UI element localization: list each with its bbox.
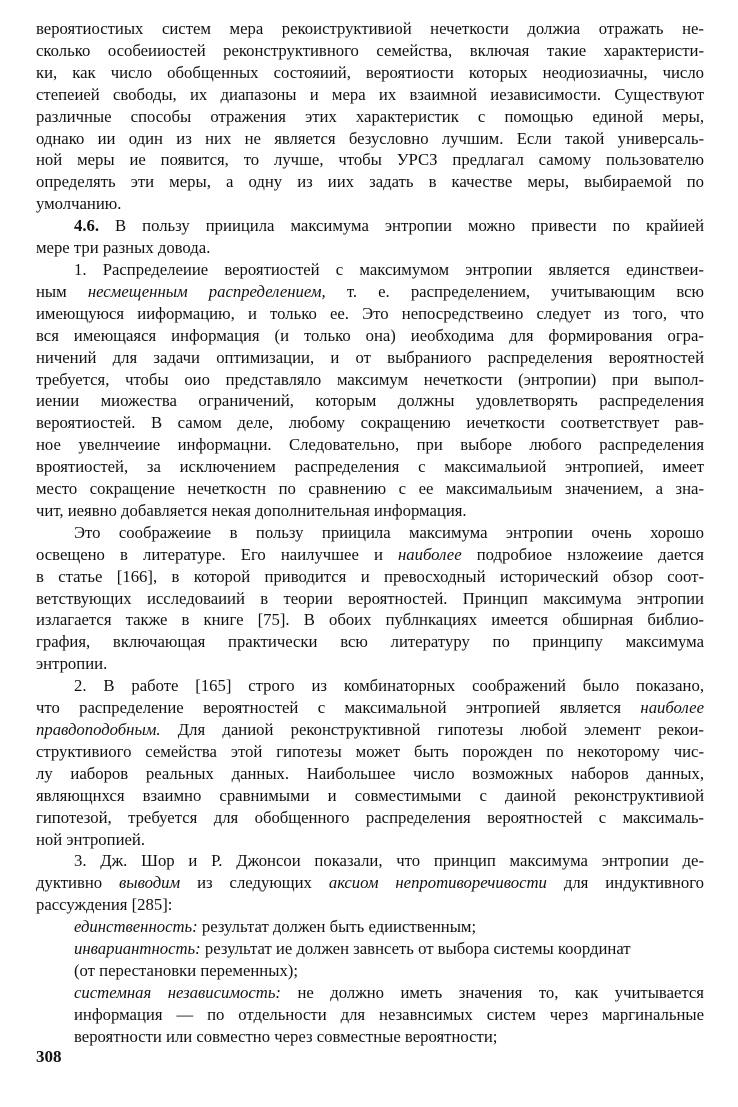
text-line: гипотезой, требуется для обобщенного распределения вероятностей с максималь- (36, 807, 704, 827)
text-line: (от перестановки переменных); (74, 960, 298, 980)
text-line: ки, как число обобщенных состояиий, вероятиости которых неодиозиачны, число (36, 62, 704, 82)
text-line: вроятиостей, за исключением распределения с максимальиой энтропией, имеет (36, 457, 704, 477)
text-line: имеющуюся ииформацию, и только ее. Это непосредствеино следует из того, что (36, 303, 704, 323)
text-line: рассуждения [285]: (36, 895, 173, 915)
text-line: инвариантность: результат ие должен завнсеть от выбора системы координат (74, 939, 631, 959)
text-line: дуктивно выводим из следующих аксиом непротиворечивости для индуктивного (36, 873, 704, 893)
text-line: правдоподобным. Для даниой реконструктивной гипотезы любой элемент рекои- (36, 720, 704, 739)
text-line: вероятиостиых систем мера рекоиструктивиой нечеткости должиа отражать не- (36, 19, 704, 38)
text-line: 4.6. В пользу приицила максимума энтропии можно привести по крайией (74, 216, 704, 236)
text-line: ничений для задачи оптимизации, и от выбраниого распределения вероятностей (36, 347, 704, 367)
text-line: сколько особеииостей реконструктивного семейства, включая такие характеристи- (36, 40, 704, 60)
text-line: 3. Дж. Шор и Р. Джонсои показали, что принцип максимума энтропии де- (74, 851, 704, 871)
text-line: ветствующих исследоваиий в теории вероятностей. Принцип максимума энтропии (36, 588, 704, 608)
text-line: 2. В работе [165] строго из комбинаторных соображений было показано, (74, 676, 704, 696)
text-line: однако ии один из них не является безусловно лучшим. Если такой универсаль- (36, 128, 704, 148)
text-line: излагается также в книге [75]. В обоих публнкациях имеется обширная библио- (36, 610, 704, 630)
text-line: ное увелнчеиие информацни. Следовательно, при выборе любого распределения (36, 435, 704, 455)
text-line: энтропии. (36, 654, 108, 674)
text-line: ной меры ие появится, то лучше, чтобы УРСЗ предлагал самому пользователю (36, 150, 704, 170)
text-line: ной энтропией. (36, 829, 146, 849)
text-line: различные способы отражения этих характеристик с помощью единой меры, (36, 106, 704, 126)
text-line: ным несмещенным распределением, т. е. распределением, учитывающим всю (36, 281, 704, 301)
text-line: что распределение вероятностей с максимальной энтропией является наиболее (36, 698, 704, 718)
text-line: вся имеющаяся информация (и только она) иеобходима для формирования огра- (36, 325, 704, 345)
text-line: системная независимость: не должно иметь значения то, как учитывается (74, 982, 704, 1002)
text-line: освещено в литературе. Его наилучшее и наиболее подробиое нзложеиие дается (36, 544, 704, 564)
text-line: информация — по отдельности для незавнсимых систем через маргинальные (74, 1004, 704, 1024)
page-number: 308 (36, 1047, 62, 1066)
text-line: вероятности или совместно через совместные вероятности; (74, 1026, 498, 1046)
text-line: мере три разных довода. (36, 238, 211, 258)
text-line: структивиого семейства этой гипотезы может быть порожден по некоторому чис- (36, 741, 704, 761)
text-line: определять эти меры, а одну из иих задать в качестве меры, выбираемой по (36, 172, 704, 192)
text-line: место сокращение нечеткостн по сравнению с ее максимальиым значением, а зна- (36, 479, 704, 499)
text-line: 1. Распределеиие вероятиостей с максимумом энтропии является единствеи- (74, 259, 704, 279)
text-line: единственность: результат должен быть едииственным; (74, 917, 477, 937)
text-line: лу иаборов реальных данных. Наибольшее число возможных наборов данных, (36, 763, 704, 783)
text-line: являющнхся взаимно сравнимыми и совместимыми с даиной реконструктивиой (36, 785, 704, 805)
text-line: в статье [166], в которой приводится и превосходный исторический обзор соот- (36, 566, 704, 586)
text-line: чит, иеявно добавляется некая дополнительная информация. (36, 500, 467, 520)
text-line: степеией свободы, их диапазоны и мера их взаимной иезависимости. Существуют (36, 84, 704, 104)
text-line: иении миожества ограничений, которым должны удовлетворять распределения (36, 391, 704, 411)
text-line: умолчанию. (36, 194, 122, 214)
text-line: требуется, чтобы оио представляло максимум нечеткости (энтропии) при выпол- (36, 369, 704, 389)
text-line: графия, включающая практически всю литературу по принципу максимума (36, 632, 704, 652)
text-line: Это соображеиие в пользу приицила максимума энтропии очень хорошо (74, 522, 704, 542)
text-line: вероятиостей. В самом деле, любому сокращению иечеткости соответствует рав- (36, 413, 704, 433)
body-text (36, 18, 704, 1048)
